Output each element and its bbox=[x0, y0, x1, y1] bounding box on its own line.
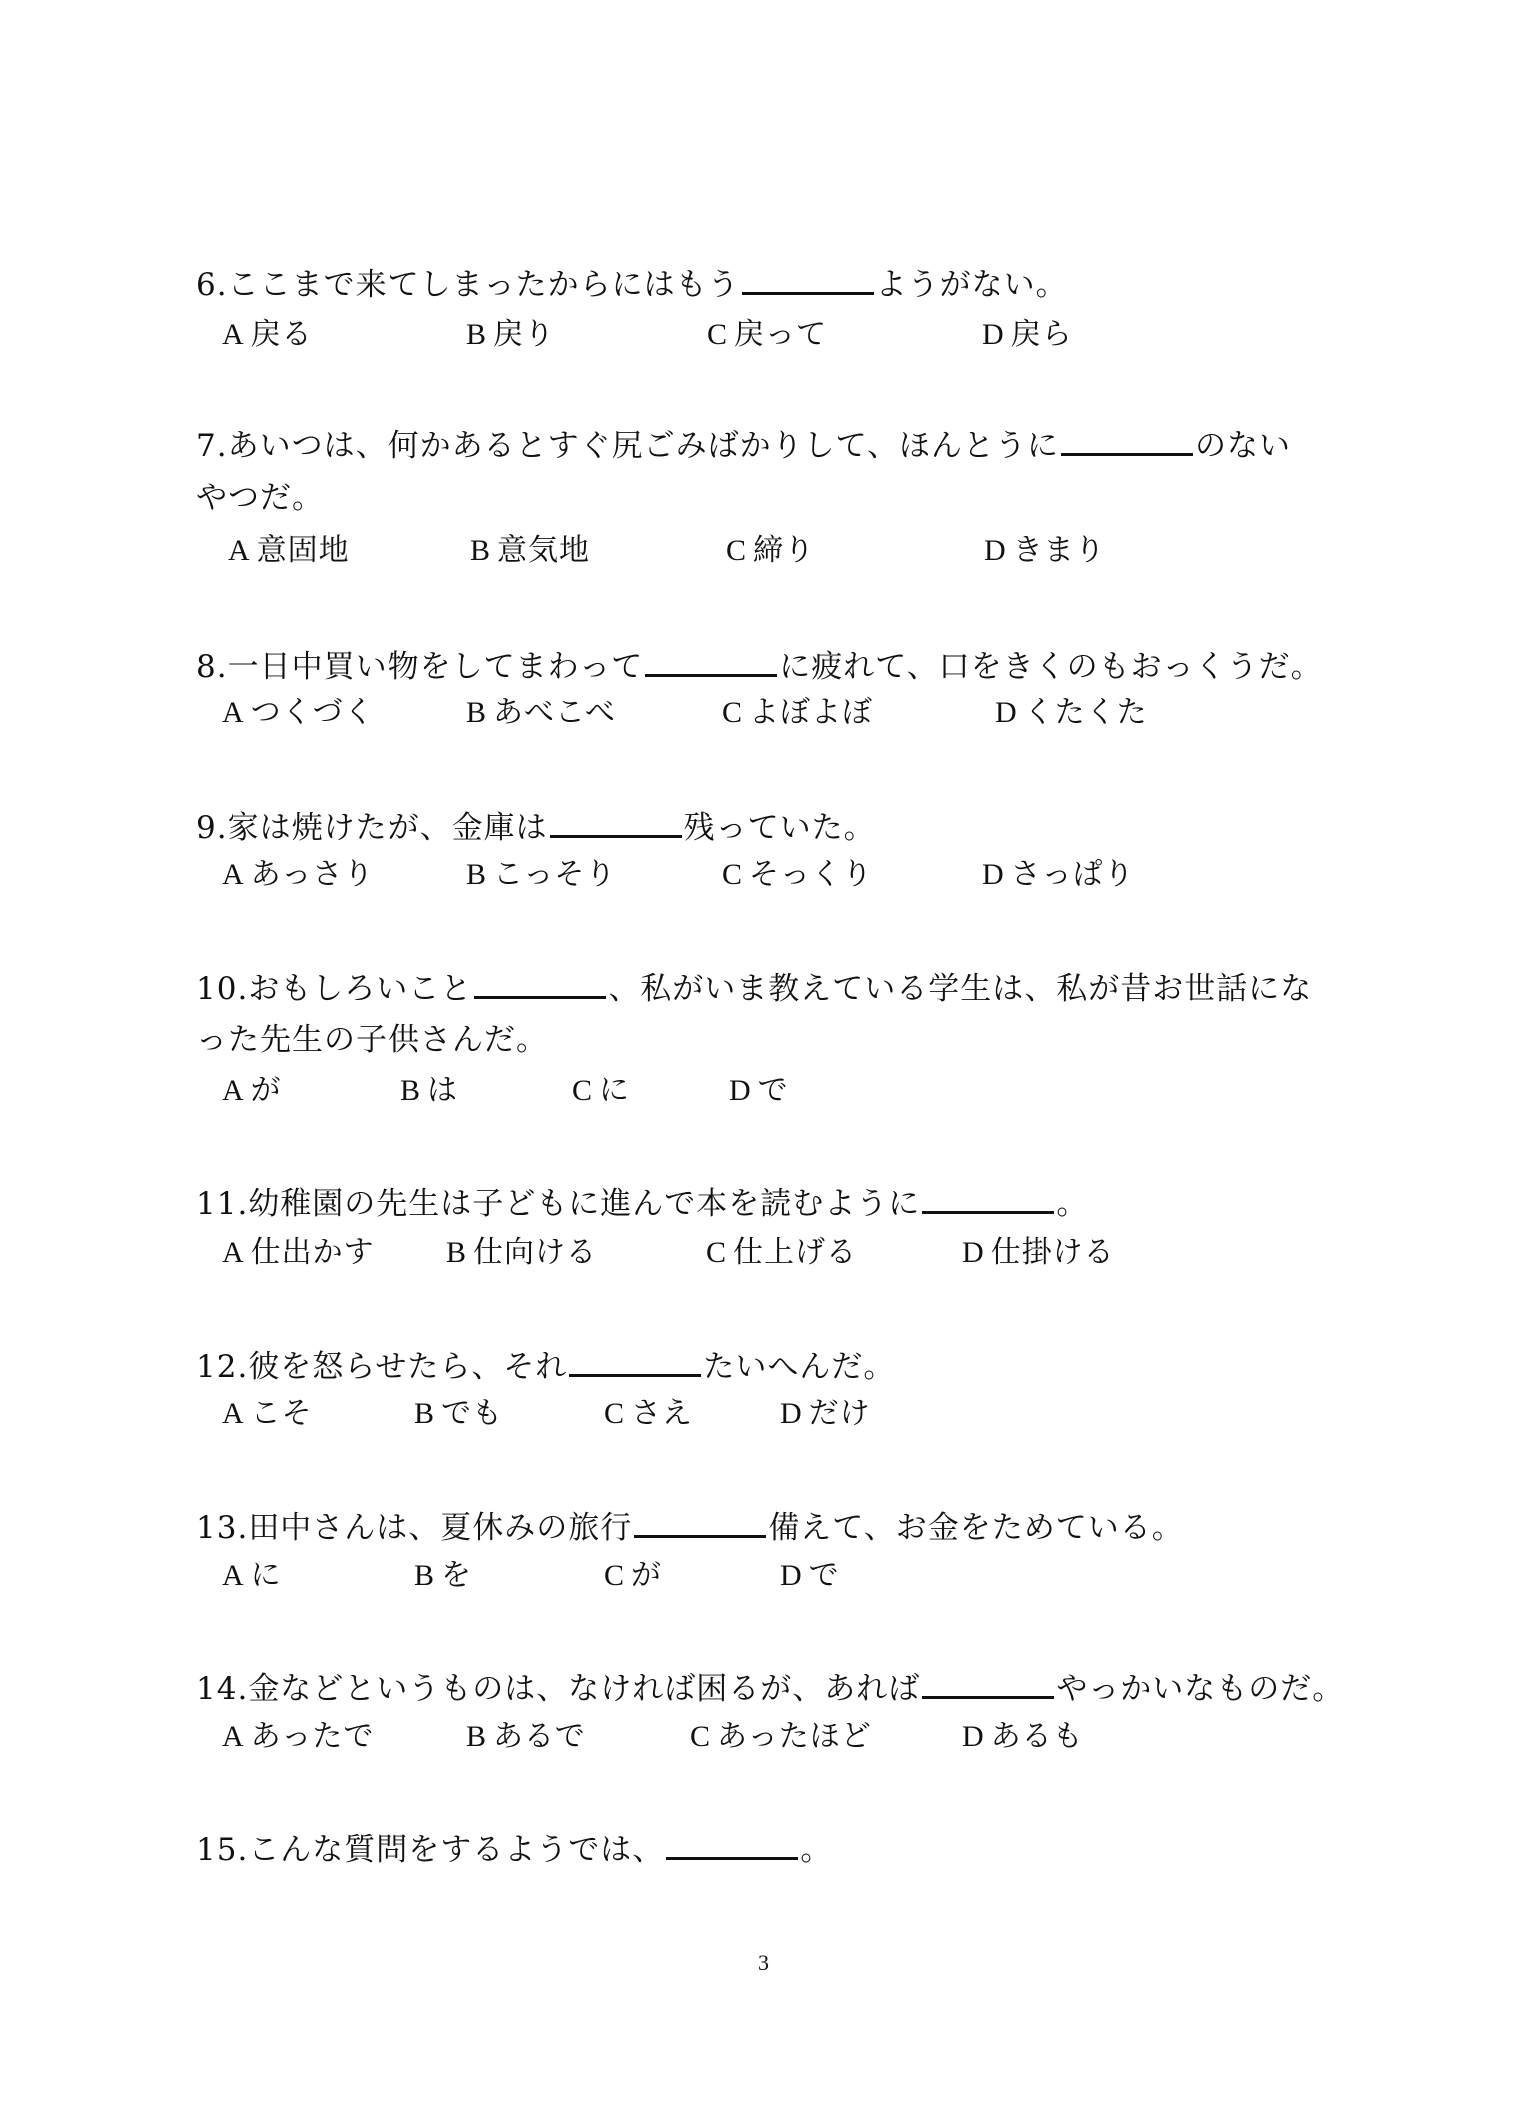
answer-blank bbox=[550, 805, 682, 838]
option-a: A が bbox=[222, 1073, 282, 1108]
answer-blank bbox=[666, 1827, 798, 1860]
question-text: 金などというものは、なければ困るが、あれば bbox=[248, 1671, 921, 1707]
option-b: B でも bbox=[414, 1396, 504, 1431]
option-d: D きまり bbox=[984, 533, 1106, 568]
question-text: 田中さんは、夏休みの旅行 bbox=[248, 1510, 633, 1546]
question-7 bbox=[196, 423, 1291, 466]
question-text: やつだ。 bbox=[196, 480, 324, 516]
question-text: 一日中買い物をしてまわって bbox=[227, 649, 644, 685]
question-7-line-2 bbox=[196, 478, 324, 518]
question-6 bbox=[196, 262, 1068, 305]
option-b: B は bbox=[400, 1073, 459, 1108]
answer-blank bbox=[645, 644, 777, 677]
answer-blank bbox=[1061, 423, 1193, 456]
question-text: のない bbox=[1194, 428, 1291, 464]
option-b: B 戻り bbox=[466, 317, 556, 352]
answer-blank bbox=[634, 1505, 766, 1538]
question-text: 、私がいま教えている学生は、私が昔お世話にな bbox=[608, 971, 1313, 1007]
option-c: C そっくり bbox=[722, 857, 874, 892]
option-a: A 仕出かす bbox=[222, 1235, 375, 1270]
answer-blank bbox=[474, 966, 606, 999]
option-a: A あったで bbox=[222, 1719, 375, 1754]
question-number: 15. bbox=[196, 1832, 249, 1868]
page-number: 3 bbox=[758, 1950, 769, 1975]
question-text: ここまで来てしまったからにはもう bbox=[227, 267, 740, 303]
question-text: 備えて、お金をためている。 bbox=[768, 1510, 1184, 1546]
option-c: C よぼよぼ bbox=[722, 695, 874, 730]
option-b: B 仕向ける bbox=[446, 1235, 598, 1270]
question-number: 9. bbox=[196, 810, 228, 846]
question-12 bbox=[196, 1344, 895, 1387]
answer-blank bbox=[922, 1666, 1054, 1699]
option-c: C 仕上げる bbox=[706, 1235, 858, 1270]
question-number: 13. bbox=[196, 1510, 249, 1546]
option-d: D くたくた bbox=[995, 695, 1148, 730]
question-number: 6. bbox=[196, 267, 228, 303]
option-a: A に bbox=[222, 1558, 282, 1593]
question-text: った先生の子供さんだ。 bbox=[196, 1022, 548, 1058]
question-text: ようがない。 bbox=[875, 267, 1068, 303]
option-d: D で bbox=[729, 1073, 789, 1108]
option-a: A 戻る bbox=[222, 317, 313, 352]
option-d: D だけ bbox=[780, 1396, 871, 1431]
question-text: 家は焼けたが、金庫は bbox=[227, 810, 548, 846]
question-text: 。 bbox=[1056, 1186, 1089, 1222]
question-number: 8. bbox=[196, 649, 228, 685]
question-text: やっかいなものだ。 bbox=[1056, 1671, 1345, 1707]
question-text: 彼を怒らせたら、それ bbox=[248, 1349, 568, 1385]
question-number: 14. bbox=[196, 1671, 249, 1707]
question-number: 10. bbox=[196, 971, 249, 1007]
option-b: B あるで bbox=[466, 1719, 586, 1754]
question-number: 7. bbox=[196, 428, 228, 464]
answer-blank bbox=[922, 1181, 1054, 1214]
answer-blank bbox=[569, 1344, 701, 1377]
option-d: D さっぱり bbox=[982, 857, 1135, 892]
question-text: に疲れて、口をきくのもおっくうだ。 bbox=[779, 649, 1323, 685]
option-d: D あるも bbox=[962, 1719, 1084, 1754]
question-text: たいへんだ。 bbox=[703, 1349, 896, 1385]
question-text: 残っていた。 bbox=[683, 810, 876, 846]
question-text: こんな質問をするようでは、 bbox=[248, 1832, 665, 1868]
option-a: A つくづく bbox=[222, 695, 375, 730]
option-b: B を bbox=[414, 1558, 473, 1593]
option-d: D で bbox=[780, 1558, 840, 1593]
option-c: C が bbox=[604, 1558, 663, 1593]
question-10-line-2 bbox=[196, 1020, 548, 1060]
option-a: A こそ bbox=[222, 1396, 313, 1431]
answer-blank bbox=[742, 262, 874, 295]
option-c: C さえ bbox=[604, 1396, 694, 1431]
option-b: B あべこべ bbox=[466, 695, 616, 730]
question-number: 12. bbox=[196, 1349, 249, 1385]
option-d: D 仕掛ける bbox=[962, 1235, 1115, 1270]
question-11 bbox=[196, 1181, 1088, 1224]
question-text: 幼稚園の先生は子どもに進んで本を読むように bbox=[248, 1186, 921, 1222]
question-15 bbox=[196, 1827, 832, 1870]
question-number: 11. bbox=[196, 1186, 249, 1222]
option-c: C 締り bbox=[726, 533, 816, 568]
option-a: A 意固地 bbox=[228, 533, 350, 568]
question-8 bbox=[196, 644, 1323, 687]
question-9 bbox=[196, 805, 876, 848]
option-c: C あったほど bbox=[690, 1719, 872, 1754]
option-c: C 戻って bbox=[707, 317, 828, 352]
question-text: 。 bbox=[800, 1832, 833, 1868]
question-text: あいつは、何かあるとすぐ尻ごみばかりして、ほんとうに bbox=[227, 428, 1059, 464]
question-13 bbox=[196, 1505, 1184, 1548]
option-d: D 戻ら bbox=[982, 317, 1073, 352]
option-b: B 意気地 bbox=[470, 533, 591, 568]
option-b: B こっそり bbox=[466, 857, 617, 892]
question-14 bbox=[196, 1666, 1344, 1709]
question-10 bbox=[196, 966, 1312, 1009]
question-text: おもしろいこと bbox=[248, 971, 473, 1007]
option-c: C に bbox=[572, 1073, 631, 1108]
option-a: A あっさり bbox=[222, 857, 375, 892]
